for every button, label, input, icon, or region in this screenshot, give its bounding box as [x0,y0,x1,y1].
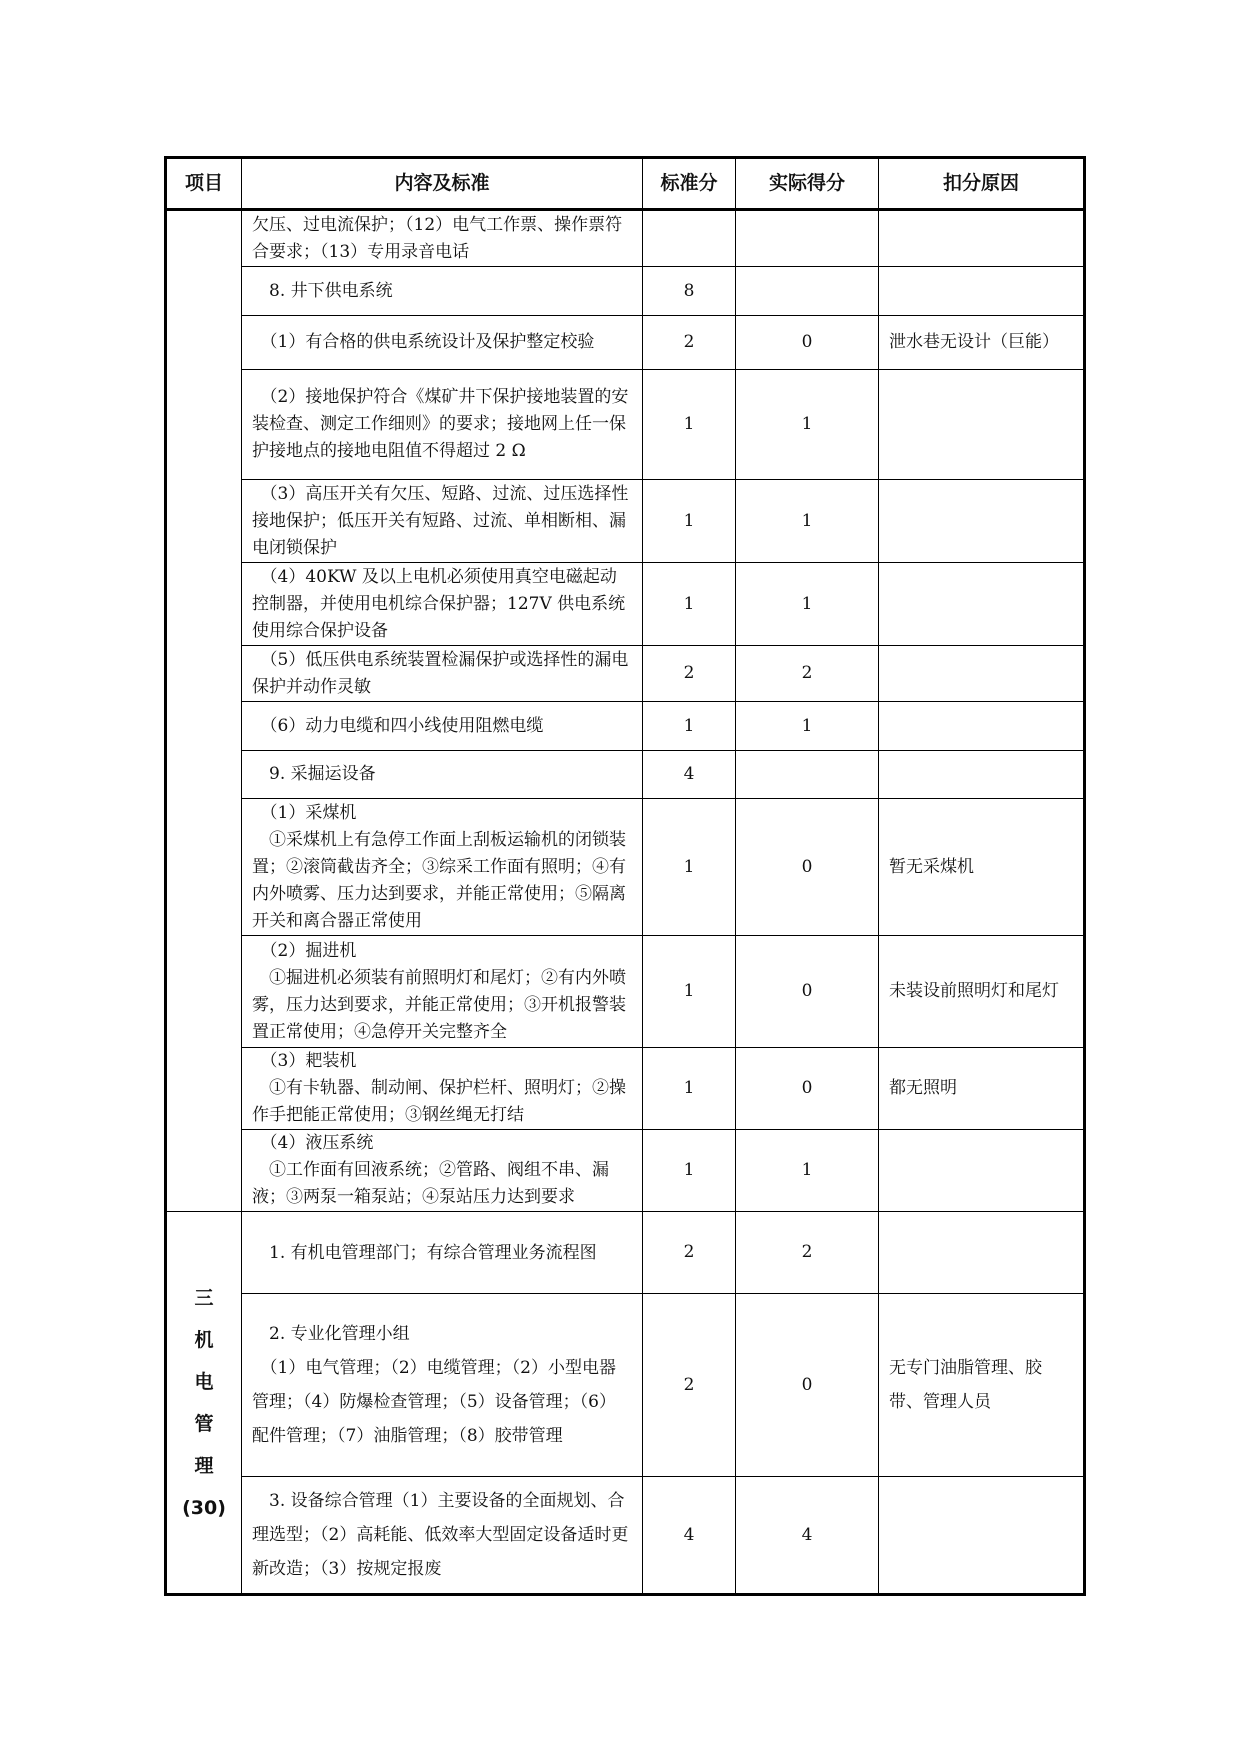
content-cell: （6）动力电缆和四小线使用阻燃电缆 [242,702,643,751]
standard-score-cell: 1 [643,480,736,563]
content-cell: （1）有合格的供电系统设计及保护整定校验 [242,316,643,370]
deduction-reason-cell [879,1477,1085,1595]
actual-score-cell: 1 [736,702,879,751]
actual-score-cell [736,751,879,799]
deduction-reason-cell [879,1212,1085,1294]
content-cell: （2）接地保护符合《煤矿井下保护接地装置的安装检查、测定工作细则》的要求；接地网上任一保护接地点的接地电阻值不得超过 2 Ω [242,370,643,480]
header-actual-score: 实际得分 [736,158,879,210]
content-cell: （1）采煤机 ①采煤机上有急停工作面上刮板运输机的闭锁装置；②滚筒截齿齐全；③综采工作面有照明；④有内外喷雾、压力达到要求，并能正常使用；⑤隔离开关和离合器正常使用 [242,799,643,936]
table-row [166,751,1085,799]
content-cell: （5）低压供电系统装置检漏保护或选择性的漏电保护并动作灵敏 [242,646,643,702]
standard-score-cell: 1 [643,1130,736,1212]
actual-score-cell [736,267,879,316]
section-label-char: 电 [194,1370,214,1393]
actual-score-cell: 1 [736,480,879,563]
scoring-table [164,156,1086,1596]
deduction-reason-cell: 未装设前照明灯和尾灯 [879,936,1085,1048]
header-standard-score: 标准分 [643,158,736,210]
section-label-char: 理 [194,1454,214,1477]
deduction-reason-cell [879,210,1085,267]
deduction-reason-cell: 都无照明 [879,1048,1085,1130]
deduction-reason-cell [879,480,1085,563]
content-cell: （4）液压系统 ①工作面有回液系统；②管路、阀组不串、漏液；③两泵一箱泵站；④泵站压力达到要求 [242,1130,643,1212]
deduction-reason-cell [879,702,1085,751]
actual-score-cell: 0 [736,1048,879,1130]
actual-score-cell: 1 [736,370,879,480]
content-cell: （3）高压开关有欠压、短路、过流、过压选择性接地保护；低压开关有短路、过流、单相断相、漏电闭锁保护 [242,480,643,563]
content-cell: （2）掘进机 ①掘进机必须装有前照明灯和尾灯；②有内外喷雾，压力达到要求，并能正常使用；③开机报警装置正常使用；④急停开关完整齐全 [242,936,643,1048]
table-row [166,936,1085,1048]
table-row [166,563,1085,646]
deduction-reason-cell [879,370,1085,480]
actual-score-cell: 0 [736,799,879,936]
content-cell: 欠压、过电流保护；（12）电气工作票、操作票符合要求；（13）专用录音电话 [242,210,643,267]
content-cell: 2. 专业化管理小组 （1）电气管理；（2）电缆管理；（2）小型电器管理；（4）防爆检查管理；（5）设备管理；（6）配件管理；（7）油脂管理；（8）胶带管理 [242,1294,643,1477]
table-row [166,702,1085,751]
actual-score-cell: 1 [736,1130,879,1212]
section-label-char: 机 [194,1328,214,1351]
actual-score-cell: 2 [736,1212,879,1294]
standard-score-cell: 4 [643,1477,736,1595]
content-cell: （3）耙装机 ①有卡轨器、制动闸、保护栏杆、照明灯；②操作手把能正常使用；③钢丝绳无打结 [242,1048,643,1130]
section-label-mechanical-management [166,1212,242,1595]
standard-score-cell: 1 [643,1048,736,1130]
header-row [166,158,1085,210]
standard-score-cell: 1 [643,370,736,480]
standard-score-cell: 8 [643,267,736,316]
content-cell: 3. 设备综合管理（1）主要设备的全面规划、合理选型；（2）高耗能、低效率大型固定设备适时更新改造；（3）按规定报废 [242,1477,643,1595]
standard-score-cell: 1 [643,936,736,1048]
section-label-char: (30) [182,1496,226,1519]
standard-score-cell: 1 [643,563,736,646]
table-row [166,1477,1085,1595]
standard-score-cell: 2 [643,316,736,370]
deduction-reason-cell [879,563,1085,646]
actual-score-cell: 0 [736,316,879,370]
section-cell-blank [166,210,242,1212]
deduction-reason-cell [879,751,1085,799]
table-row [166,1212,1085,1294]
table-row [166,480,1085,563]
section-label-char: 管 [194,1412,214,1435]
deduction-reason-cell: 无专门油脂管理、胶带、管理人员 [879,1294,1085,1477]
table-row [166,370,1085,480]
content-cell: 8. 井下供电系统 [242,267,643,316]
standard-score-cell: 2 [643,1294,736,1477]
actual-score-cell [736,210,879,267]
deduction-reason-cell [879,267,1085,316]
table-row [166,210,1085,267]
table-row [166,1048,1085,1130]
actual-score-cell: 0 [736,1294,879,1477]
standard-score-cell: 2 [643,1212,736,1294]
table-row [166,1130,1085,1212]
section-label-char: 三 [194,1286,214,1309]
deduction-reason-cell [879,1130,1085,1212]
actual-score-cell: 1 [736,563,879,646]
table-row [166,799,1085,936]
standard-score-cell: 2 [643,646,736,702]
content-cell: 9. 采掘运设备 [242,751,643,799]
header-item: 项目 [166,158,242,210]
table-row [166,267,1085,316]
deduction-reason-cell: 泄水巷无设计（巨能） [879,316,1085,370]
header-content: 内容及标准 [242,158,643,210]
standard-score-cell: 1 [643,799,736,936]
standard-score-cell: 4 [643,751,736,799]
deduction-reason-cell [879,646,1085,702]
standard-score-cell: 1 [643,702,736,751]
standard-score-cell [643,210,736,267]
table-row [166,1294,1085,1477]
content-cell: 1. 有机电管理部门；有综合管理业务流程图 [242,1212,643,1294]
deduction-reason-cell: 暂无采煤机 [879,799,1085,936]
actual-score-cell: 0 [736,936,879,1048]
actual-score-cell: 4 [736,1477,879,1595]
table-row [166,316,1085,370]
table-row [166,646,1085,702]
header-deduction-reason: 扣分原因 [879,158,1085,210]
content-cell: （4）40KW 及以上电机必须使用真空电磁起动控制器，并使用电机综合保护器；127V 供电系统使用综合保护设备 [242,563,643,646]
actual-score-cell: 2 [736,646,879,702]
